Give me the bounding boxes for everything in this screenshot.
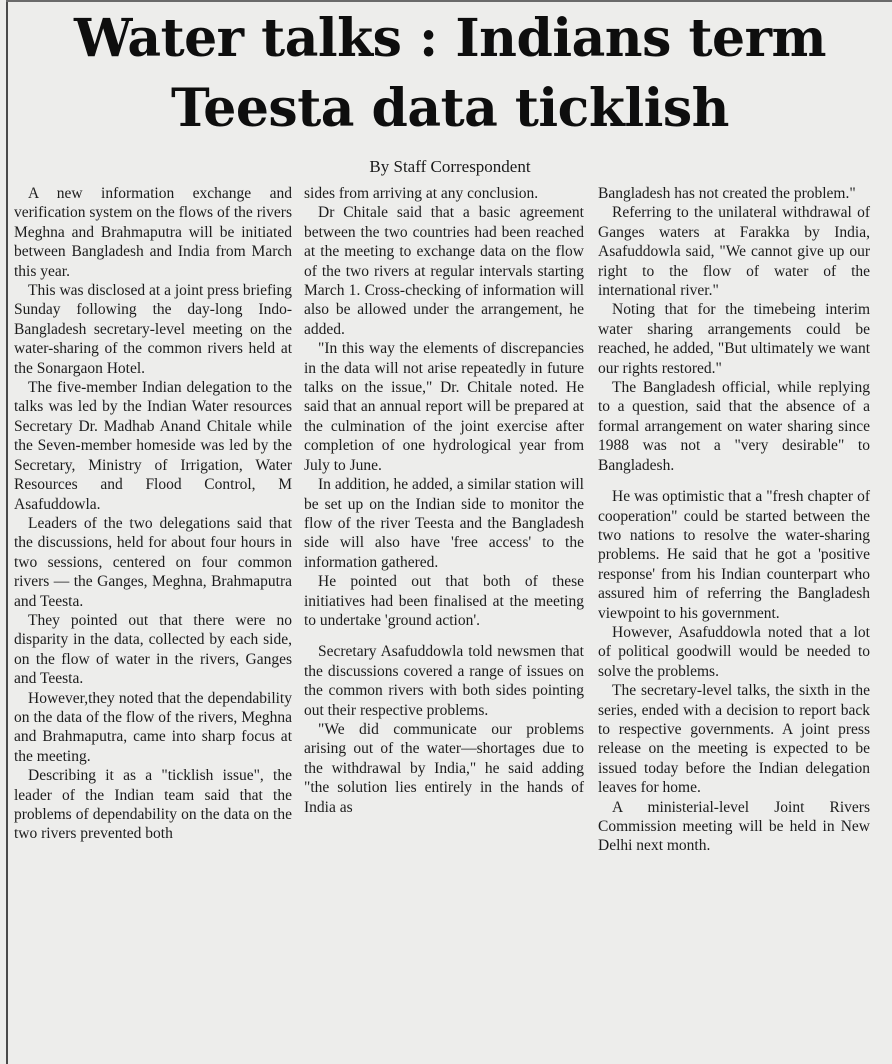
paragraph: Dr Chitale said that a basic agreement between the two countries had been reached at the meeting to exchange data on the flow of the two rivers at regular intervals starting March 1. Cross-checking of information will also be allowed under the arrangement, he added. (304, 204, 584, 338)
paragraph: sides from arriving at any conclusion. (304, 185, 539, 202)
headline-line-2: Teesta data ticklish (171, 78, 729, 139)
paragraph: Secretary Asafuddowla told newsmen that the discussions covered a range of issues on the common rivers with both sides pointing out their respective problems. (304, 643, 584, 719)
paragraph: He was optimistic that a "fresh chapter of cooperation" could be started between the two nations to resolve the water-sharing problems. He said that he got a 'positive response' from his Indian counterpart who assured him of referring the Bangladesh viewpoint to his government. (598, 488, 870, 622)
paragraph: Noting that for the timebeing interim water sharing arrangements could be reached, he added, "But ultimately we want our rights restored." (598, 301, 870, 377)
paragraph: They pointed out that there were no disparity in the data, collected by each side, on the flow of water in the rivers, Ganges and Teesta. (14, 611, 292, 688)
paragraph: This was disclosed at a joint press briefing Sunday following the day-long Indo-Bangladesh secretary-level meeting on the water-sharing of the common rivers held at the Sonargaon Hotel. (14, 282, 292, 377)
article-column-3 (598, 184, 870, 856)
paragraph: "In this way the elements of discrepancies in the data will not arise repeatedly in future talks on the issue," Dr. Chitale noted. He said that an annual report will be prepared at the culmination of the joint exercise after completion of one hydrological year from July to June. (304, 340, 584, 474)
headline-line-1: Water talks : Indians term (74, 8, 826, 69)
paragraph: Leaders of the two delegations said that the discussions, held for about four hours in two sessions, centered on four common rivers — the Ganges, Meghna, Brahmaputra and Teesta. (14, 514, 292, 610)
paragraph: A ministerial-level Joint Rivers Commission meeting will be held in New Delhi next month. (598, 798, 870, 855)
paragraph: The five-member Indian delegation to the talks was led by the Indian Water resources Secretary Dr. Madhab Anand Chitale while the Seven-member homeside was led by the Secretary, Ministry of Irrigation, Water Resources and Flood Control, M Asafuddowla. (14, 379, 292, 513)
article-column-1 (14, 184, 292, 844)
paragraph: However,they noted that the dependability on the data of the flow of the rivers, Meghna and Brahmaputra, came into sharp focus at the meeting. (14, 689, 292, 765)
paragraph: The secretary-level talks, the sixth in the series, ended with a decision to report back to respective governments. A joint press release on the meeting is expected to be issued today before the Indian delegation leaves for home. (598, 682, 870, 797)
paragraph: In addition, he added, a similar station will be set up on the Indian side to monitor the flow of the river Teesta and the Bangladesh side will also have 'free access' to the information gathered. (304, 476, 584, 571)
paragraph: The Bangladesh official, while replying to a question, said that the absence of a formal arrangement on water sharing since 1988 was not a "very desirable" to Bangladesh. (598, 379, 870, 474)
headline (14, 4, 886, 144)
article-column-2 (304, 184, 584, 817)
paragraph: Referring to the unilateral withdrawal of Ganges waters at Farakka by India, Asafuddowla said, "We cannot give up our right to the flow of water of the international river." (598, 204, 870, 300)
paragraph: However, Asafuddowla noted that a lot of political goodwill would be needed to solve the problems. (598, 623, 870, 680)
paragraph: Describing it as a "ticklish issue", the leader of the Indian team said that the problems of dependability on the data on the two rivers prevented both (14, 767, 292, 843)
left-column-rule (6, 0, 8, 1064)
paragraph: "We did communicate our problems arising out of the water—shortages due to the withdrawal by India," he said adding "the solution lies entirely in the hands of India as (304, 720, 584, 816)
top-rule (6, 0, 892, 2)
paragraph: A new information exchange and verification system on the flows of the rivers Meghna and Brahmaputra will be initiated between Bangladesh and India from March this year. (14, 185, 292, 280)
paragraph: He pointed out that both of these initiatives had been finalised at the meeting to undertake 'ground action'. (304, 573, 584, 629)
paragraph: Bangladesh has not created the problem." (598, 185, 856, 202)
byline: By Staff Correspondent (369, 157, 531, 176)
